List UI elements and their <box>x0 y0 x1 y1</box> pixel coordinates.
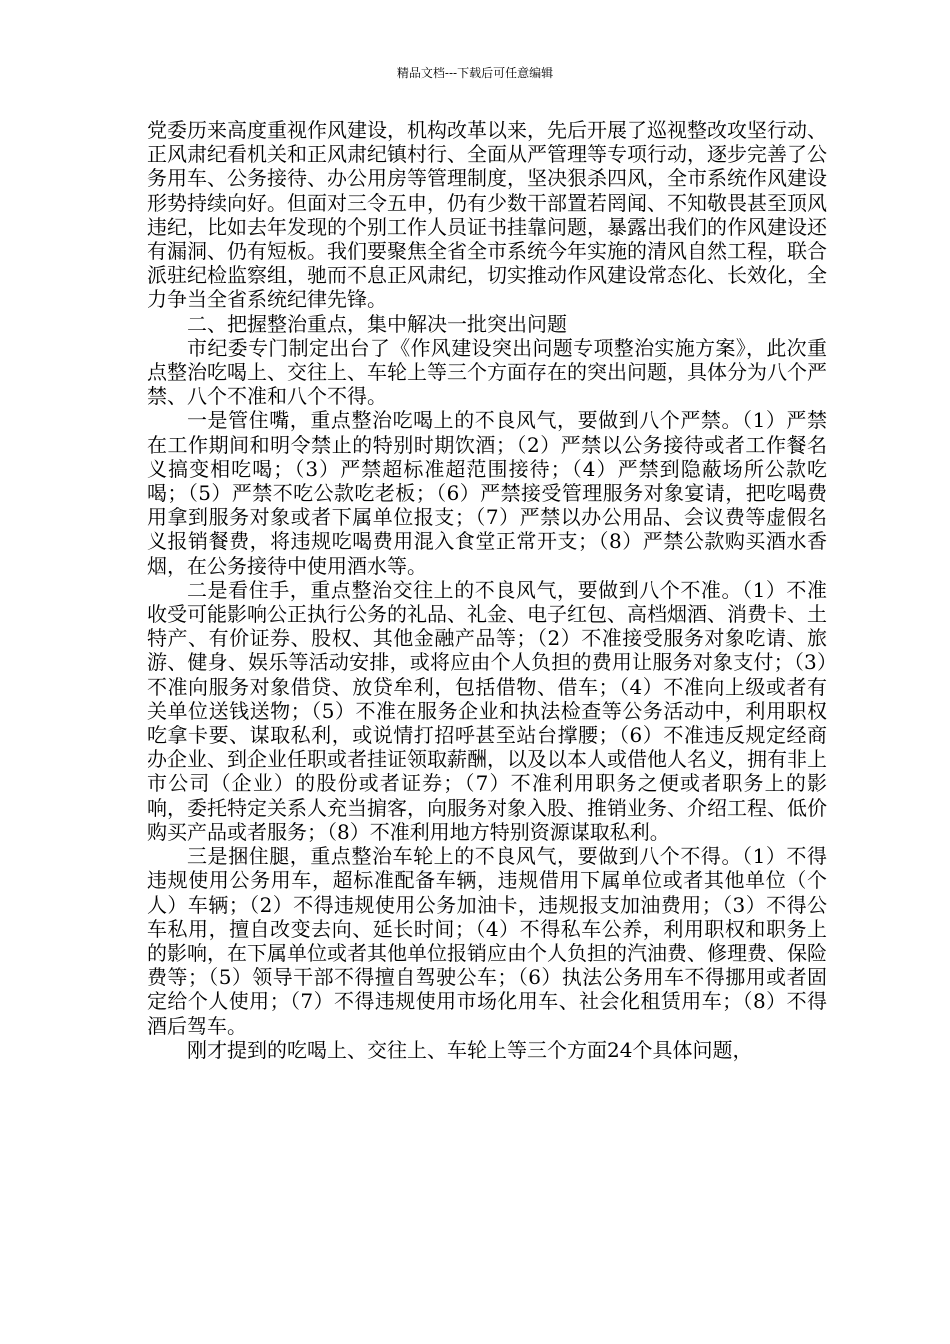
paragraph-plan: 市纪委专门制定出台了《作风建设突出问题专项整治实施方案》，此次重点整治吃喝上、交往上、车轮上等三个方面存在的突出问题，具体分为八个严禁、八个不准和八个不得。 <box>147 335 827 409</box>
paragraph-intro: 党委历来高度重视作风建设，机构改革以来，先后开展了巡视整改攻坚行动、正风肃纪看机关和正风肃纪镇村行、全面从严管理等专项行动，逐步完善了公务用车、公务接待、办公用房等管理制度，坚决狠杀四风，全市系统作风建设形势持续向好。但面对三令五申，仍有少数干部置若罔闻、不知敬畏甚至顶风违纪，比如去年发现的个别工作人员证书挂靠问题，暴露出我们的作风建设还有漏洞、仍有短板。我们要聚焦全省全市系统今年实施的清风自然工程，联合派驻纪检监察组，驰而不息正风肃纪，切实推动作风建设常态化、长效化，全力争当全省系统纪律先锋。 <box>147 118 827 312</box>
page-header: 精品文档---下载后可任意编辑 <box>396 66 554 80</box>
document-body <box>147 118 827 1062</box>
paragraph-interaction: 二是看住手，重点整治交往上的不良风气，要做到八个不准。（1）不准收受可能影响公正执行公务的礼品、礼金、电子红包、高档烟酒、消费卡、土特产、有价证券、股权、其他金融产品等；（2）不准接受服务对象吃请、旅游、健身、娱乐等活动安排，或将应由个人负担的费用让服务对象支付；（3）不准向服务对象借贷、放贷牟利，包括借物、借车；（4）不准向上级或者有关单位送钱送物；（5）不准在服务企业和执法检查等公务活动中，利用职权吃拿卡要、谋取私利，或说情打招呼甚至站台撑腰；（6）不准违反规定经商办企业、到企业任职或者挂证领取薪酬，以及以本人或借他人名义，拥有非上市公司（企业）的股份或者证券；（7）不准利用职务之便或者职务上的影响，委托特定关系人充当掮客，向服务对象入股、推销业务、介绍工程、低价购买产品或者服务；（8）不准利用地方特别资源谋取私利。 <box>147 577 827 844</box>
paragraph-eating: 一是管住嘴，重点整治吃喝上的不良风气，要做到八个严禁。（1）严禁在工作期间和明令禁止的特别时期饮酒；（2）严禁以公务接待或者工作餐名义搞变相吃喝；（3）严禁超标准超范围接待；（4）严禁到隐蔽场所公款吃喝；（5）严禁不吃公款吃老板；（6）严禁接受管理服务对象宴请，把吃喝费用拿到服务对象或者下属单位报支；（7）严禁以办公用品、会议费等虚假名义报销餐费，将违规吃喝费用混入食堂正常开支；（8）严禁公款购买酒水香烟，在公务接待中使用酒水等。 <box>147 408 827 578</box>
paragraph-vehicles: 三是捆住腿，重点整治车轮上的不良风气，要做到八个不得。（1）不得违规使用公务用车，超标准配备车辆，违规借用下属单位或者其他单位（个人）车辆；（2）不得违规使用公务加油卡，违规报支加油费用；（3）不得公车私用，擅自改变去向、延长时间；（4）不得私车公养，利用职权和职务上的影响，在下属单位或者其他单位报销应由个人负担的汽油费、修理费、保险费等；（5）领导干部不得擅自驾驶公车；（6）执法公务用车不得挪用或者固定给个人使用；（7）不得违规使用市场化用车、社会化租赁用车；（8）不得酒后驾车。 <box>147 844 827 1038</box>
section-heading: 二、把握整治重点，集中解决一批突出问题 <box>187 311 567 336</box>
paragraph-summary: 刚才提到的吃喝上、交往上、车轮上等三个方面24个具体问题， <box>187 1037 753 1062</box>
